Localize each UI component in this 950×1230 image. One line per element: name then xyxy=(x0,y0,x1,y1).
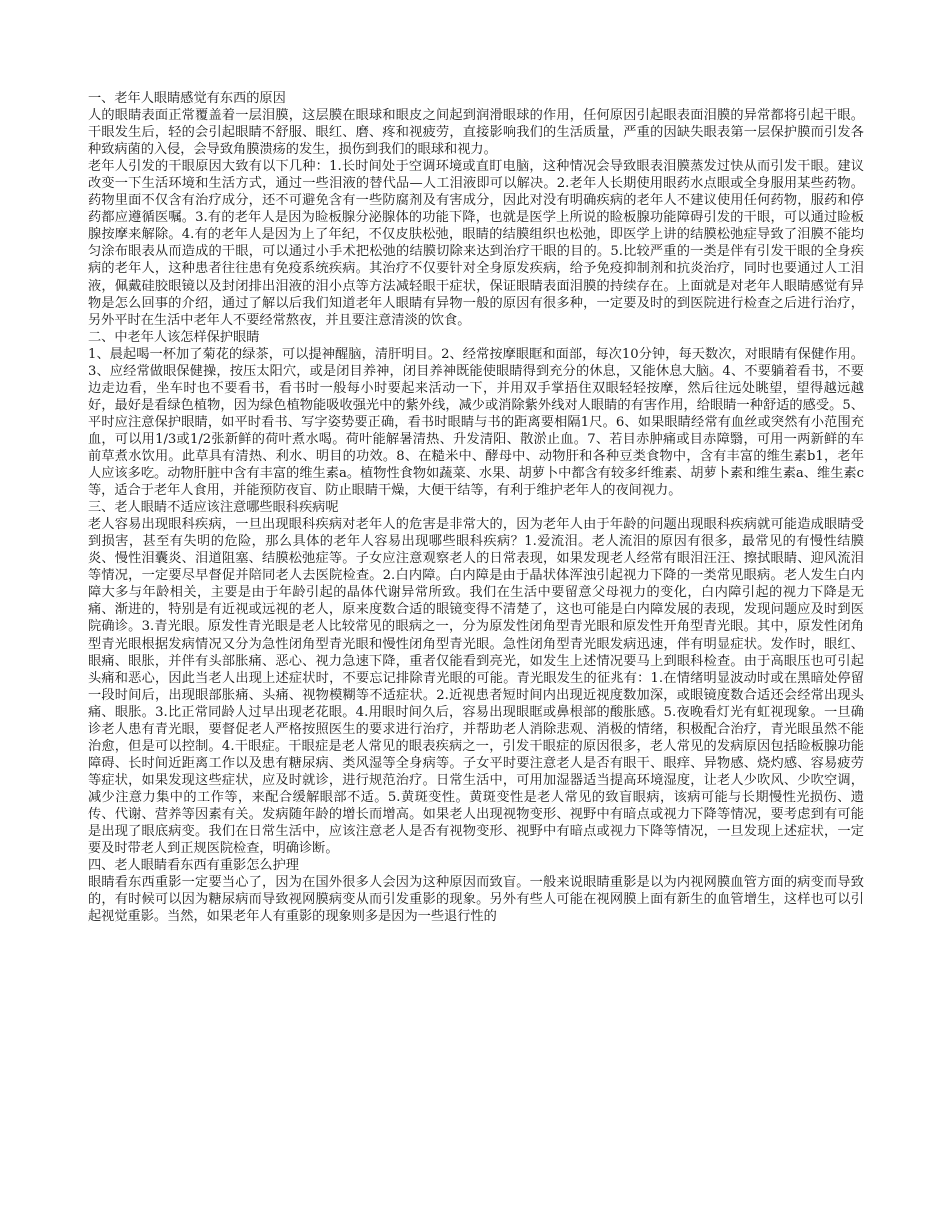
paragraph: 老年人引发的干眼原因大致有以下几种：1.长时间处于空调环境或直盯电脑，这种情况会导致眼表泪膜蒸发过快从而引发干眼。建议改变一下生活环境和生活方式，通过一些泪液的替代品—人工泪液即可以解决。2.老年人长期使用眼药水点眼或全身服用某些药物。药物里面不仅含有治疗成分，还不可避免含有一些防腐剂及有害成分，因此对没有明确疾病的老年人不建议使用任何药物，服药和停药都应遵循医嘱。3.有的老年人是因为睑板腺分泌腺体的功能下降，也就是医学上所说的睑板腺功能障碍引发的干眼，可以通过睑板腺按摩来解除。4.有的老年人是因为上了年纪，不仅皮肤松弛，眼睛的结膜组织也松弛，即医学上讲的结膜松弛症导致了泪膜不能均匀涂布眼表从而造成的干眼，可以通过小手术把松弛的结膜切除来达到治疗干眼的目的。5.比较严重的一类是伴有引发干眼的全身疾病的老年人，这种患者往往患有免疫系统疾病。其治疗不仅要针对全身原发疾病，给予免疫抑制剂和抗炎治疗，同时也要通过人工泪液，佩戴硅胶眼镜以及封闭排出泪液的泪小点等方法减轻眼干症状，保证眼睛表面泪膜的持续存在。上面就是对老年人眼睛感觉有异物是怎么回事的介绍，通过了解以后我们知道老年人眼睛有异物一般的原因有很多种，一定要及时的到医院进行检查之后进行治疗，另外平时在生活中老年人不要经常熬夜，并且要注意清淡的饮食。 xyxy=(88,159,864,328)
section-heading: 三、老人眼睛不适应该注意哪些眼科疾病呢 xyxy=(88,500,339,516)
section-3 xyxy=(88,499,864,857)
paragraph: 老人容易出现眼科疾病，一旦出现眼科疾病对老年人的危害是非常大的，因为老年人由于年龄的问题出现眼科疾病就可能造成眼睛受到损害，甚至有失明的危险，那么具体的老年人容易出现哪些眼科疾病？1.爱流泪。老人流泪的原因有很多，最常见的有慢性结膜炎、慢性泪囊炎、泪道阻塞、结膜松弛症等。子女应注意观察老人的日常表现，如果发现老人经常有眼泪汪汪、擦拭眼睛、迎风流泪等情况，一定要尽早督促并陪同老人去医院检查。2.白内障。白内障是由于晶状体浑浊引起视力下降的一类常见眼病。老人发生白内障大多与年龄相关，主要是由于年龄引起的晶体代谢异常所致。我们在生活中要留意父母视力的变化，白内障引起的视力下降是无痛、渐进的，特别是有近视或远视的老人，原来度数合适的眼镜变得不清楚了，这也可能是白内障发展的表现，发现问题应及时到医院确诊。3.青光眼。原发性青光眼是老人比较常见的眼病之一，分为原发性闭角型青光眼和原发性开角型青光眼。其中，原发性闭角型青光眼根据发病情况又分为急性闭角型青光眼和慢性闭角型青光眼。急性闭角型青光眼发病迅速，伴有明显症状。发作时，眼红、眼痛、眼胀，并伴有头部胀痛、恶心、视力急速下降，重者仅能看到亮光，如发生上述情况要马上到眼科检查。由于高眼压也可引起头痛和恶心，因此当老人出现上述症状时，不要忘记排除青光眼的可能。青光眼发生的征兆有：1.在情绪明显波动时或在黑暗处停留一段时间后，出现眼部胀痛、头痛、视物模糊等不适症状。2.近视患者短时间内出现近视度数加深，或眼镜度数合适还会经常出现头痛、眼胀。3.比正常同龄人过早出现老花眼。4.用眼时间久后，容易出现眼眶或鼻根部的酸胀感。5.夜晚看灯光有虹视现象。一旦确诊老人患有青光眼，要督促老人严格按照医生的要求进行治疗，并帮助老人消除悲观、消极的情绪，积极配合治疗，青光眼虽然不能治愈，但是可以控制。4.干眼症。干眼症是老人常见的眼表疾病之一，引发干眼症的原因很多，老人常见的发病原因包括睑板腺功能障碍、长时间近距离工作以及患有糖尿病、类风湿等全身病等。子女平时要注意老人是否有眼干、眼痒、异物感、烧灼感、容易疲劳等症状，如果发现这些症状，应及时就诊，进行规范治疗。日常生活中，可用加湿器适当提高环境湿度，让老人少吹风、少吹空调，减少注意力集中的工作等，来配合缓解眼部不适。5.黄斑变性。黄斑变性是老人常见的致盲眼病，该病可能与长期慢性光损伤、遗传、代谢、营养等因素有关。发病随年龄的增长而增高。如果老人出现视物变形、视野中有暗点或视力下降等情况，要考虑到有可能是出现了眼底病变。我们在日常生活中，应该注意老人是否有视物变形、视野中有暗点或视力下降等情况，一旦发现上述症状，一定要及时带老人到正规医院检查，明确诊断。 xyxy=(88,517,864,857)
section-4 xyxy=(88,857,864,925)
section-2 xyxy=(88,329,864,499)
section-heading: 二、中老年人该怎样保护眼睛 xyxy=(88,329,260,345)
section-heading: 一、老年人眼睛感觉有东西的原因 xyxy=(88,91,286,106)
paragraph: 眼睛看东西重影一定要当心了，因为在国外很多人会因为这种原因而致盲。一般来说眼睛重影是以为内视网膜血管方面的病变而导致的，有时候可以因为糖尿病而导致视网膜病变从而引发重影的现象。另外有些人可能在视网膜上面有新生的血管增生，这样也可以引起视觉重影。当然，如果老年人有重影的现象则多是因为一些退行性的 xyxy=(88,875,864,925)
section-heading: 四、老人眼睛看东西有重影怎么护理 xyxy=(88,858,299,874)
document-body xyxy=(88,90,864,925)
paragraph: 1、晨起喝一杯加了菊花的绿茶，可以提神醒脑，清肝明目。2、经常按摩眼眶和面部，每次10分钟，每天数次，对眼睛有保健作用。3、应经常做眼保健操，按压太阳穴，或是闭目养神，闭目养神既能使眼睛得到充分的休息，又能休息大脑。4、不要躺着看书，不要边走边看，坐车时也不要看书，看书时一般每小时要起来活动一下，并用双手掌捂住双眼轻轻按摩，然后往远处眺望，望得越远越好，最好是看绿色植物，因为绿色植物能吸收强光中的紫外线，减少或消除紫外线对人眼睛的有害作用，给眼睛一种舒适的感受。5、平时应注意保护眼睛，如平时看书、写字姿势要正确，看书时眼睛与书的距离要相隔1尺。6、如果眼睛经常有血丝或突然有小范围充血，可以用1/3或1/2张新鲜的荷叶煮水喝。荷叶能解暑清热、升发清阳、散淤止血。7、若目赤肿痛或目赤障翳，可用一两新鲜的车前草煮水饮用。此草具有清热、利水、明目的功效。8、在糙米中、酵母中、动物肝和各种豆类食物中，含有丰富的维生素b1，老年人应该多吃。动物肝脏中含有丰富的维生素a。植物性食物如蔬菜、水果、胡萝卜中都含有较多纤维素、胡萝卜素和维生素a、维生素c等，适合于老年人食用，并能预防夜盲、防止眼睛干燥，大便干结等，有利于维护老年人的夜间视力。 xyxy=(88,346,864,499)
paragraph: 人的眼睛表面正常覆盖着一层泪膜，这层膜在眼球和眼皮之间起到润滑眼球的作用，任何原因引起眼表面泪膜的异常都将引起干眼。干眼发生后，轻的会引起眼睛不舒服、眼红、磨、疼和视疲劳，直接影响我们的生活质量，严重的因缺失眼表第一层保护膜而引发各种致病菌的入侵，会导致角膜溃疡的发生，损伤到我们的眼球和视力。 xyxy=(88,108,864,158)
section-1 xyxy=(88,90,864,329)
